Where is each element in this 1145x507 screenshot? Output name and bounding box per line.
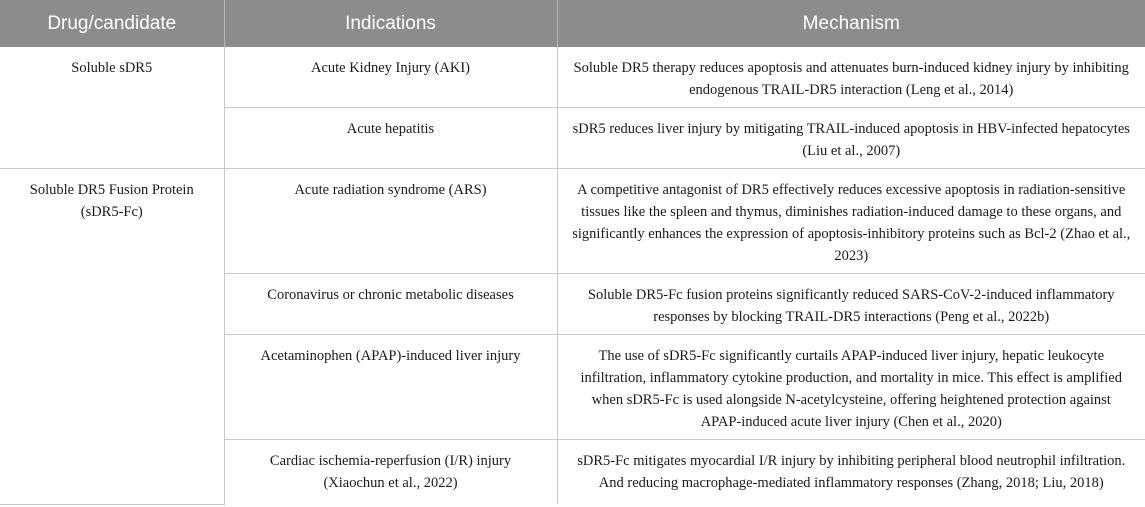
mechanism-cell: Soluble DR5-Fc fusion proteins significantly reduced SARS-CoV-2-induced inflammatory responses by blocking TRAIL-DR5 interactions (Peng et al., 2022b) [557,274,1145,335]
mechanism-cell: A competitive antagonist of DR5 effectively reduces excessive apoptosis in radiation-sensitive tissues like the spleen and thymus, diminishes radiation-induced damage to these organs, and significantly enhances the expression of apoptosis-inhibitory proteins such as Bcl-2 (Zhao et al., 2023) [557,169,1145,274]
header-indications: Indications [224,0,557,47]
drug-cell: Soluble sDR5 [0,47,224,169]
mechanism-cell: sDR5 reduces liver injury by mitigating TRAIL-induced apoptosis in HBV-infected hepatocytes (Liu et al., 2007) [557,108,1145,169]
table-row [0,47,1145,108]
mechanism-cell: Soluble DR5 therapy reduces apoptosis and attenuates burn-induced kidney injury by inhibiting endogenous TRAIL-DR5 interaction (Leng et al., 2014) [557,47,1145,108]
indication-cell: Acute hepatitis [224,108,557,169]
mechanism-cell: sDR5-Fc mitigates myocardial I/R injury by inhibiting peripheral blood neutrophil infiltration. And reducing macrophage-mediated inflammatory responses (Zhang, 2018; Liu, 2018) [577,453,1126,491]
indication-cell: Acetaminophen (APAP)-induced liver injury [224,335,557,440]
header-drug: Drug/candidate [0,0,224,47]
mechanism-cell: The use of sDR5-Fc significantly curtails APAP-induced liver injury, hepatic leukocyte infiltration, inflammatory cytokine production, and mortality in mice. This effect is amplified when sDR5-Fc is used alongside N-acetylcysteine, offering heightened protection against APAP-induced acute liver injury (Chen et al., 2020) [557,335,1145,440]
header-row [0,0,1145,47]
indication-cell: Coronavirus or chronic metabolic diseases [224,274,557,335]
indication-cell: Acute Kidney Injury (AKI) [224,47,557,108]
drug-cell: Soluble DR5 Fusion Protein (sDR5-Fc) [0,169,224,505]
indication-cell: Acute radiation syndrome (ARS) [224,169,557,274]
header-mechanism: Mechanism [557,0,1145,47]
table-row [0,169,1145,274]
indication-cell: Cardiac ischemia-reperfusion (I/R) injury (Xiaochun et al., 2022) [224,440,557,505]
